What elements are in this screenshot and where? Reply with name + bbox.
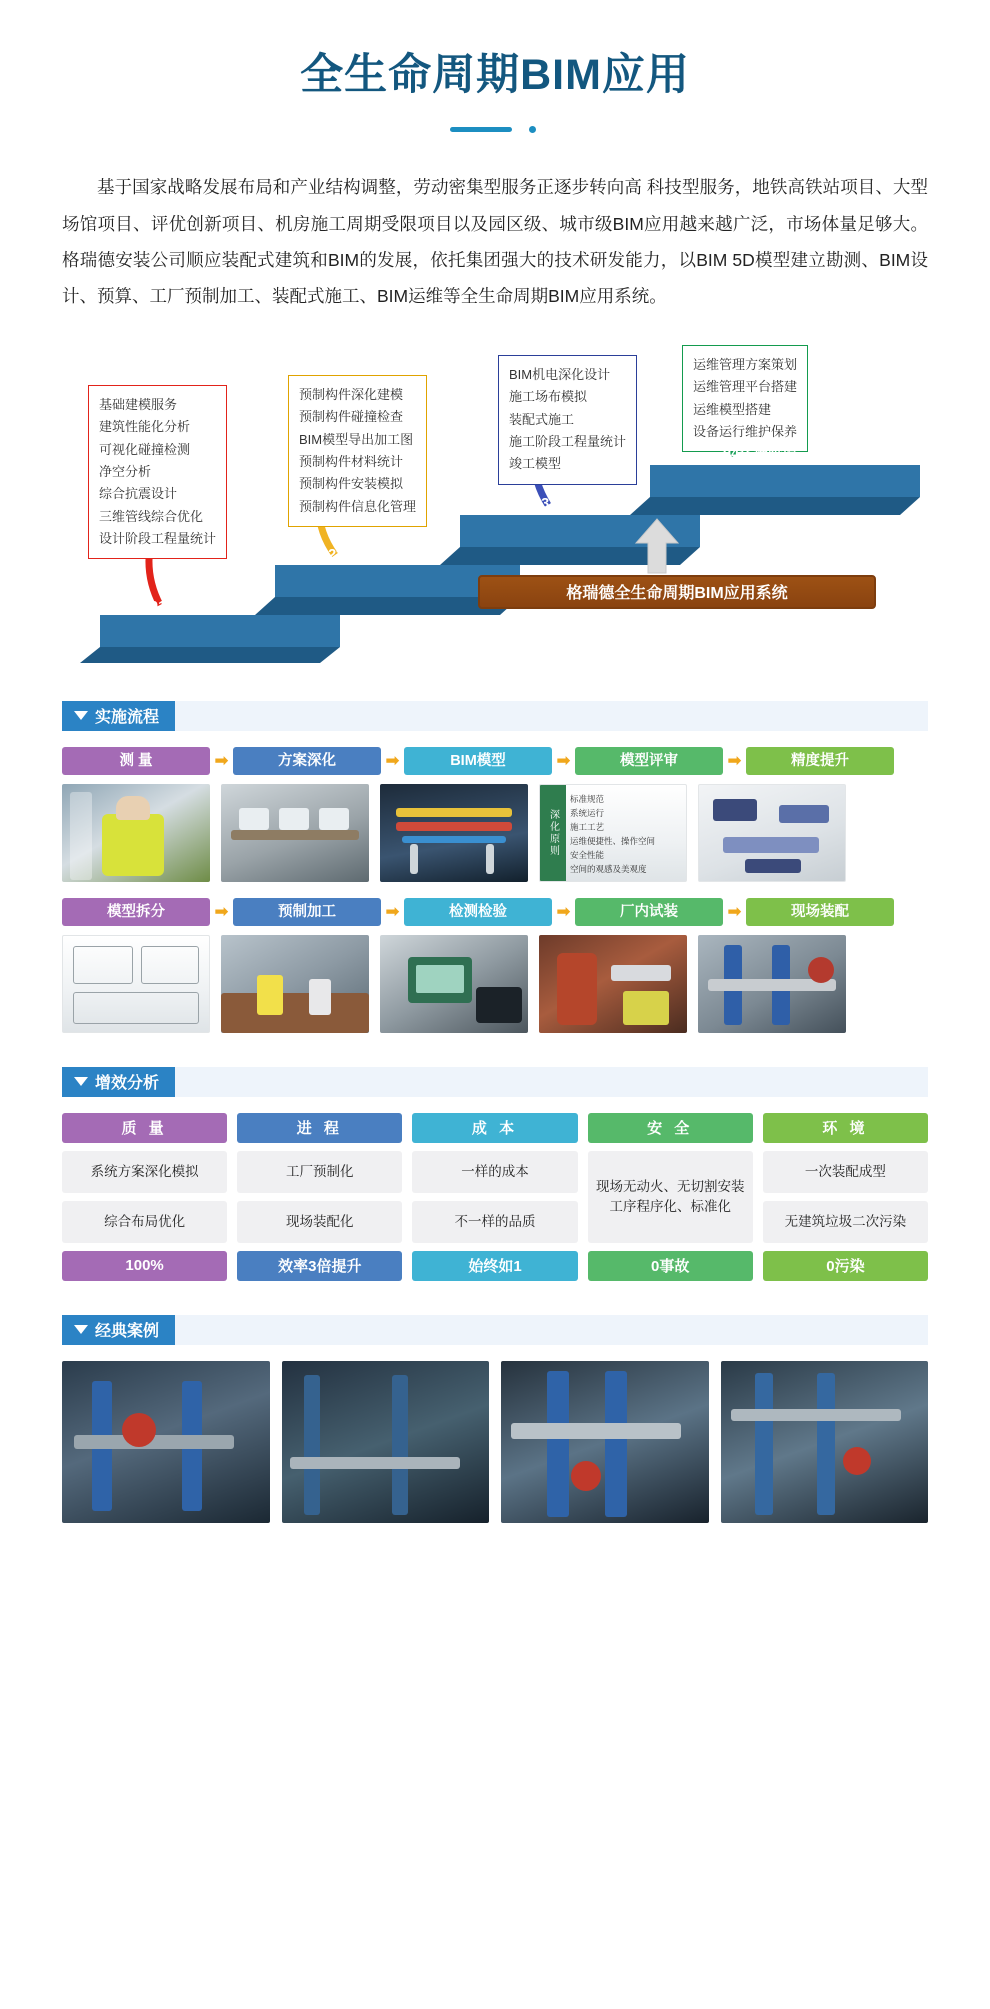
note-item: 预制构件信息化管理 <box>299 498 417 514</box>
case-photo-1 <box>62 1361 270 1523</box>
chip-bim-model: BIM模型 <box>404 747 552 775</box>
chip-inspection: 检测检验 <box>404 898 552 926</box>
cases-gallery <box>62 1361 928 1523</box>
note-box-design <box>88 385 227 560</box>
benefit-cell: 综合布局优化 <box>62 1201 227 1243</box>
note-item: BIM机电深化设计 <box>509 366 611 382</box>
benefit-head: 进 程 <box>237 1113 402 1143</box>
principle-item: 安全性能 <box>570 849 605 860</box>
title-divider <box>450 125 540 133</box>
note-item: 预制构件材料统计 <box>299 453 404 469</box>
chip-prefab: 预制加工 <box>233 898 381 926</box>
principle-item: 空间的观感及美观度 <box>570 863 647 874</box>
note-item: 三维管线综合优化 <box>99 508 204 524</box>
photo-factory-prefab <box>221 935 369 1033</box>
benefit-cell: 现场无动火、无切割安装工序程序化、标准化 <box>588 1151 753 1243</box>
note-item: 运维模型搭建 <box>693 401 772 417</box>
process-section-title: 实施流程 <box>95 709 160 727</box>
note-item: 预制构件深化建模 <box>299 386 404 402</box>
case-photo-3 <box>501 1361 709 1523</box>
chip-model-review: 模型评审 <box>575 747 723 775</box>
note-item: 预制构件安装模拟 <box>299 476 404 492</box>
chip-factory-trial: 厂内试装 <box>575 898 723 926</box>
chip-precision-improve: 精度提升 <box>746 747 894 775</box>
benefit-column-environment <box>763 1113 928 1281</box>
principle-item: 标准规范 <box>570 793 605 804</box>
note-item: 装配式施工 <box>509 411 575 427</box>
benefit-foot: 效率3倍提升 <box>237 1251 402 1281</box>
benefit-head: 环 境 <box>763 1113 928 1143</box>
arrow-icon: ➡ <box>214 750 229 770</box>
note-item: 建筑性能化分析 <box>99 419 191 435</box>
arrow-icon: ➡ <box>727 750 742 770</box>
note-box-operation <box>682 345 808 452</box>
benefit-cell: 现场装配化 <box>237 1201 402 1243</box>
chip-scheme-deepening: 方案深化 <box>233 747 381 775</box>
triangle-down-icon <box>74 1325 88 1334</box>
note-item: 净空分析 <box>99 463 152 479</box>
arrow-icon: ➡ <box>556 901 571 921</box>
chip-measure: 测 量 <box>62 747 210 775</box>
photo-drawing-split <box>62 935 210 1033</box>
intro-paragraph: 基于国家战略发展布局和产业结构调整，劳动密集型服务正逐步转向高 科技型服务，地铁高铁站项目、大型场馆项目、评优创新项目、机房施工周期受限项目以及园区级、城市级BIM应用越来越广泛，市场体量足够大。格瑞德安装公司顺应装配式建筑和BIM的发展，依托集团强大的技术研发能力，以BIM 5D模型建立勘测、BIM设计、预算、工厂预制加工、装配式施工、BIM运维等全生命周期BIM应用系统。 <box>62 177 928 307</box>
arrow-icon: ➡ <box>214 901 229 921</box>
benefit-cell: 工厂预制化 <box>237 1151 402 1193</box>
photo-model-review-principles <box>539 784 687 882</box>
step-label-01: 01设计阶段 <box>150 598 225 615</box>
note-item: 设计阶段工程量统计 <box>99 531 217 547</box>
page-title: 全生命周期BIM应用 <box>300 51 690 99</box>
chip-onsite-assembly: 现场装配 <box>746 898 894 926</box>
arrow-icon: ➡ <box>727 901 742 921</box>
step-label-03: 03施工阶段 <box>533 495 608 512</box>
step-label-02: 02预制加工阶段 <box>320 546 424 563</box>
triangle-down-icon <box>74 711 88 720</box>
benefit-column-progress <box>237 1113 402 1281</box>
benefit-section <box>62 1067 928 1281</box>
cases-section-header <box>62 1315 928 1345</box>
photo-scheme-office <box>221 784 369 882</box>
system-banner: 格瑞德全生命周期BIM应用系统 <box>478 575 876 609</box>
note-item: 运维管理平台搭建 <box>693 379 798 395</box>
benefit-cell: 无建筑垃圾二次污染 <box>763 1201 928 1243</box>
benefit-cell: 一样的成本 <box>412 1151 577 1193</box>
benefit-cell: 系统方案深化模拟 <box>62 1151 227 1193</box>
label-deepening-principles: 深化原则 <box>540 785 566 881</box>
process-section <box>62 701 928 1033</box>
benefit-column-safety <box>588 1113 753 1281</box>
photo-onsite-assembly <box>698 935 846 1033</box>
triangle-down-icon <box>74 1077 88 1086</box>
principle-item: 系统运行 <box>570 807 605 818</box>
benefit-section-tag <box>62 1067 175 1097</box>
process-section-tag <box>62 701 175 731</box>
cases-section <box>62 1315 928 1563</box>
benefit-section-title: 增效分析 <box>95 1075 160 1093</box>
benefit-section-header <box>62 1067 928 1097</box>
note-item: BIM模型导出加工图 <box>299 431 414 447</box>
photo-detection-device <box>380 935 528 1033</box>
note-item: 施工场布模拟 <box>509 389 588 405</box>
benefit-head: 质 量 <box>62 1113 227 1143</box>
benefit-table <box>62 1113 928 1281</box>
photo-overlay <box>62 784 210 882</box>
note-item: 预制构件碰撞检查 <box>299 409 404 425</box>
note-item: 施工阶段工程量统计 <box>509 433 627 449</box>
note-item: 设备运行维护保养 <box>693 423 798 439</box>
note-box-prefab <box>288 375 427 527</box>
photo-precision-model <box>698 784 846 882</box>
benefit-foot: 0污染 <box>763 1251 928 1281</box>
process-section-header <box>62 701 928 731</box>
note-item: 竣工模型 <box>509 456 562 472</box>
chip-model-split: 模型拆分 <box>62 898 210 926</box>
benefit-column-quality <box>62 1113 227 1281</box>
arrow-icon: ➡ <box>385 901 400 921</box>
photo-factory-trial-assembly <box>539 935 687 1033</box>
case-photo-2 <box>282 1361 490 1523</box>
process-row1-chips <box>62 747 928 775</box>
benefit-cell: 一次装配成型 <box>763 1151 928 1193</box>
cases-section-tag <box>62 1315 175 1345</box>
cases-section-title: 经典案例 <box>95 1323 160 1341</box>
note-item: 运维管理方案策划 <box>693 356 798 372</box>
arrow-icon: ➡ <box>556 750 571 770</box>
lifecycle-stairs-diagram <box>0 337 990 667</box>
benefit-foot: 0事故 <box>588 1251 753 1281</box>
page-header <box>0 0 990 133</box>
benefit-foot: 100% <box>62 1251 227 1281</box>
process-row2-images <box>62 935 928 1033</box>
step-label-04: 04运维阶段 <box>723 445 798 462</box>
divider-bar <box>450 127 512 132</box>
principle-item: 施工工艺 <box>570 821 605 832</box>
process-row1-images <box>62 784 928 882</box>
note-item: 综合抗震设计 <box>99 486 178 502</box>
benefit-head: 安 全 <box>588 1113 753 1143</box>
note-item: 可视化碰撞检测 <box>99 441 191 457</box>
photo-survey <box>62 784 210 882</box>
note-box-construction <box>498 355 637 485</box>
case-photo-4 <box>721 1361 929 1523</box>
arrow-icon: ➡ <box>385 750 400 770</box>
benefit-cell: 不一样的品质 <box>412 1201 577 1243</box>
principle-item: 运维便捷性、操作空间 <box>570 835 656 846</box>
benefit-column-cost <box>412 1113 577 1281</box>
benefit-foot: 始终如1 <box>412 1251 577 1281</box>
divider-dot <box>529 126 536 133</box>
benefit-head: 成 本 <box>412 1113 577 1143</box>
process-row2-chips <box>62 898 928 926</box>
photo-bim-model <box>380 784 528 882</box>
note-item: 基础建模服务 <box>99 396 178 412</box>
